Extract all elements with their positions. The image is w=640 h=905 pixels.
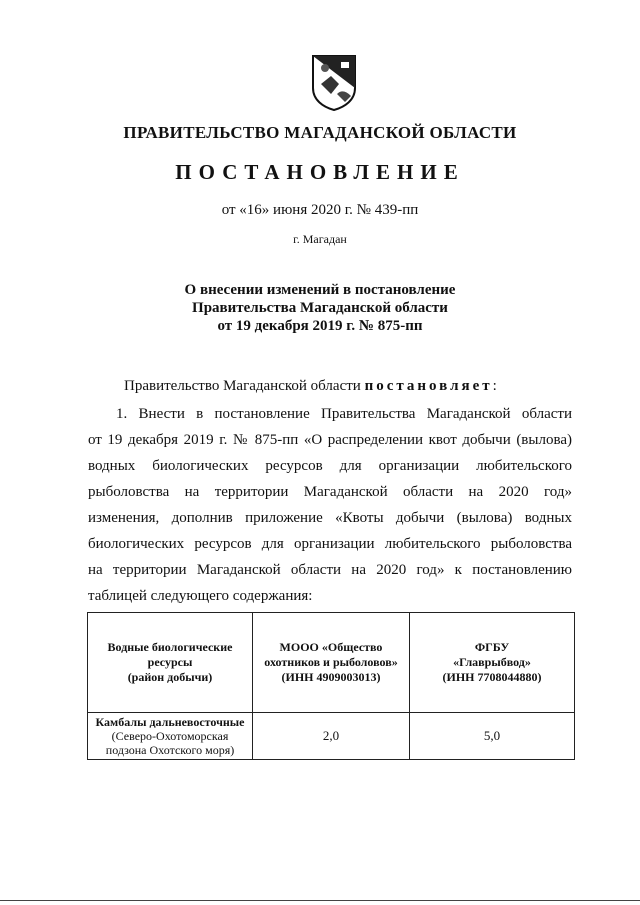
- subject-line: от 19 декабря 2019 г. № 875-пп: [217, 318, 423, 334]
- subject-line: О внесении изменений в постановление: [184, 282, 456, 298]
- page-edge-line: [0, 900, 640, 901]
- preamble-decision-word: постановляет: [364, 378, 493, 394]
- cell-quota-mooo: 2,0: [253, 713, 410, 760]
- preamble-colon: :: [492, 378, 497, 394]
- header-species: Водные биологические ресурсы (район добычи): [88, 613, 253, 713]
- document-subject: [0, 281, 640, 335]
- document-type: ПОСТАНОВЛЕНИЕ: [175, 160, 465, 184]
- document-city: г. Магадан: [293, 232, 347, 246]
- government-name: ПРАВИТЕЛЬСТВО МАГАДАНСКОЙ ОБЛАСТИ: [123, 123, 517, 142]
- paragraph-1: [88, 401, 572, 609]
- paragraph-line: от 19 декабря 2019 г. № 875-пп «О распределении квот добычи (вылова): [88, 432, 572, 448]
- header-fgbu: ФГБУ «Главрыбвод» (ИНН 7708044880): [410, 613, 575, 713]
- paragraph-line: 1. Внести в постановление Правительства Магаданской области: [116, 406, 572, 422]
- table-header-row: [88, 613, 575, 713]
- paragraph-line: рыболовства на территории Магаданской области на 2020 год»: [88, 484, 572, 500]
- preamble: [124, 378, 497, 395]
- preamble-text: Правительство Магаданской области: [124, 378, 361, 394]
- cell-quota-fgbu: 5,0: [410, 713, 575, 760]
- paragraph-line: биологических ресурсов для организации любительского рыболовства: [88, 536, 572, 552]
- coat-of-arms-icon: [311, 54, 357, 112]
- paragraph-line: таблицей следующего содержания:: [88, 588, 313, 604]
- paragraph-line: на территории Магаданской области на 2020 год» к постановлению: [88, 562, 572, 578]
- subject-line: Правительства Магаданской области: [192, 300, 448, 316]
- quota-table: [87, 612, 575, 760]
- document-date-number: от «16» июня 2020 г. № 439-пп: [221, 202, 419, 218]
- header-mooo: МООО «Общество охотников и рыболовов» (ИНН 4909003013): [253, 613, 410, 713]
- cell-species: Камбалы дальневосточные (Северо-Охотоморская подзона Охотского моря): [88, 713, 253, 760]
- table-row: [88, 713, 575, 760]
- paragraph-line: изменения, дополнив приложение «Квоты добычи (вылова) водных: [88, 510, 572, 526]
- paragraph-line: водных биологических ресурсов для организации любительского: [88, 458, 572, 474]
